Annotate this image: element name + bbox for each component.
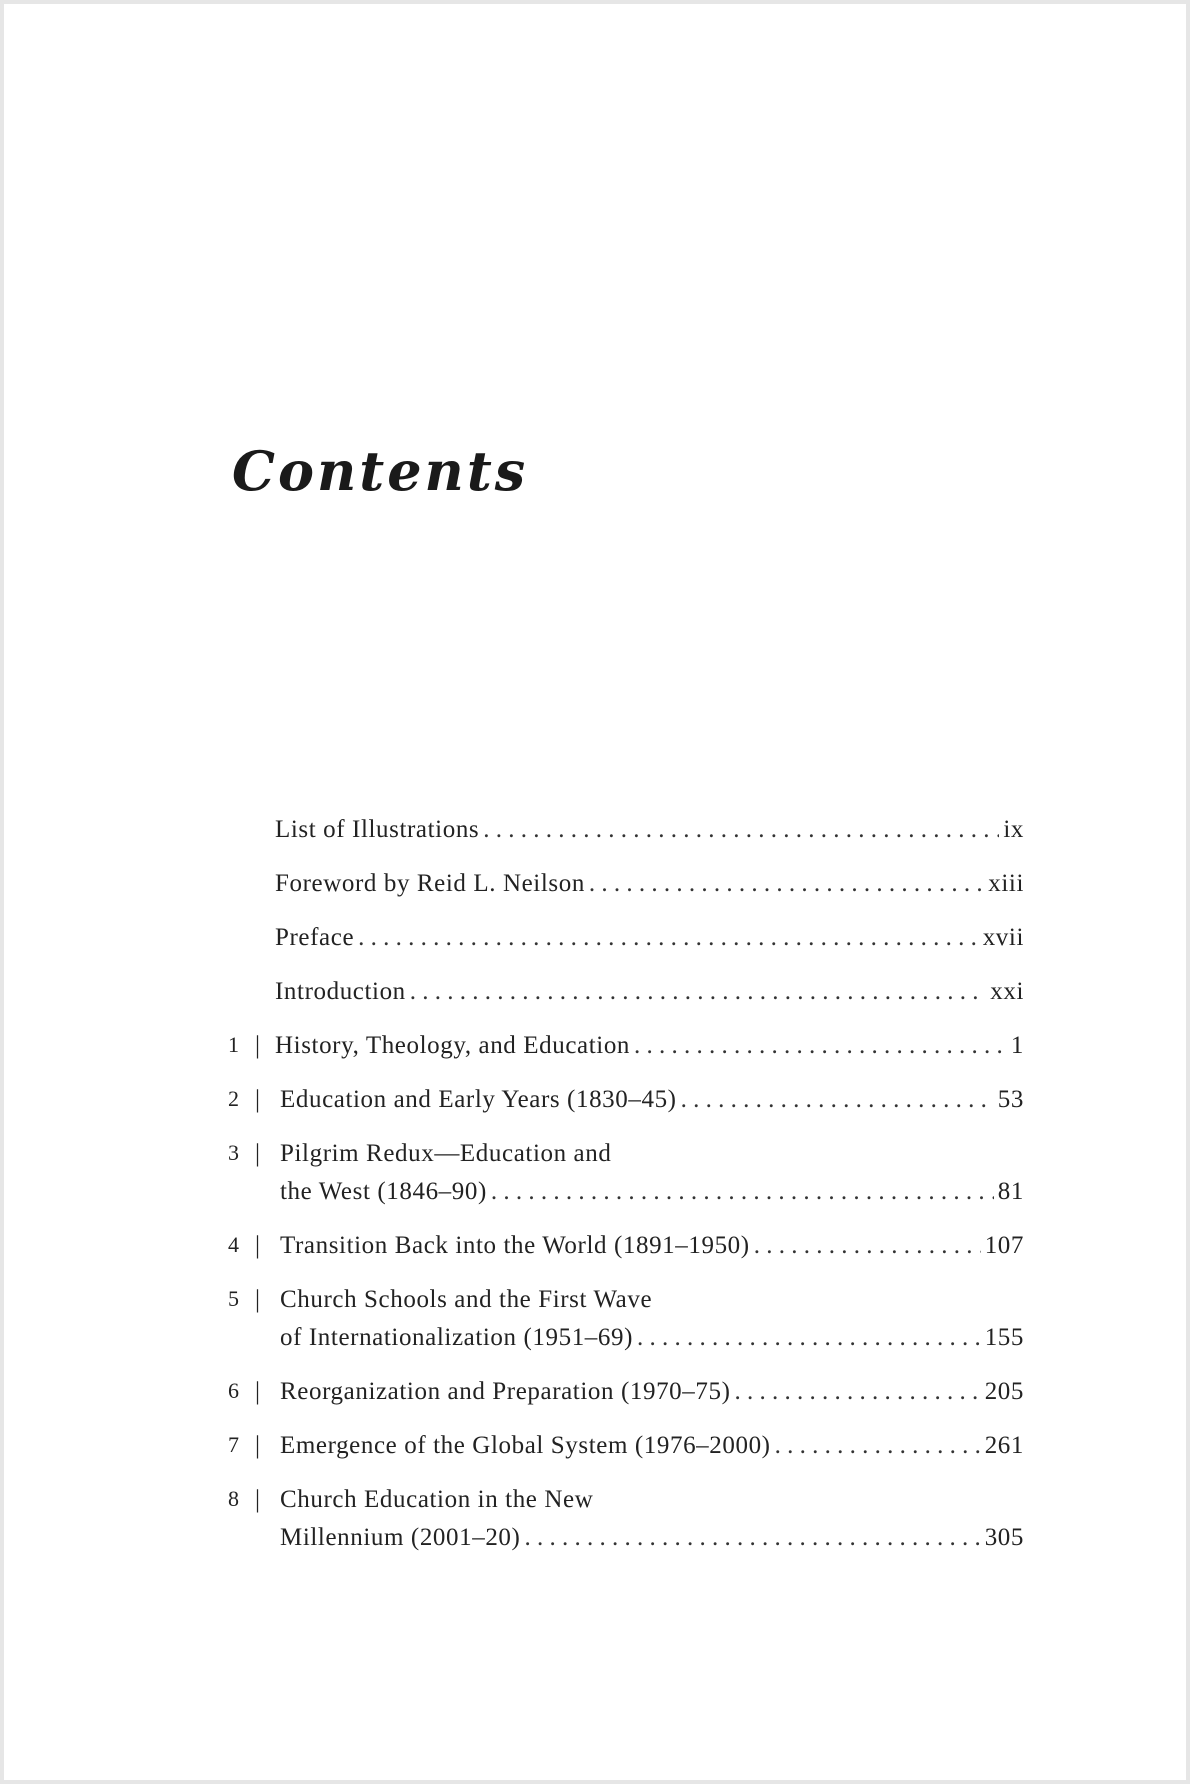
toc-entry-label: History, Theology, and Education	[275, 1032, 631, 1059]
page-title: Contents	[232, 439, 529, 503]
chapter-number: 8	[228, 1486, 240, 1511]
toc-entry-page: 81	[997, 1178, 1024, 1205]
chapter-number: 3	[228, 1140, 240, 1165]
toc-entry-chapter-4[interactable]	[4, 1232, 1186, 1272]
dot-leader	[589, 870, 984, 898]
dot-leader	[358, 924, 979, 952]
chapter-separator: |	[255, 1286, 261, 1313]
toc-entry-label-continued: the West (1846–90)	[280, 1178, 487, 1205]
toc-entry-page: xxi	[990, 978, 1024, 1005]
dot-leader	[483, 816, 999, 844]
toc-entry-label: Church Schools and the First Wave	[280, 1286, 653, 1313]
toc-entry-list-of-illustrations[interactable]	[4, 816, 1186, 856]
dot-leader	[634, 1032, 1007, 1060]
toc-entry-page: 155	[984, 1324, 1024, 1351]
dot-leader	[735, 1378, 981, 1406]
toc-entry-page: xiii	[988, 870, 1024, 897]
chapter-number: 6	[228, 1378, 240, 1403]
toc-entry-page: 1	[1010, 1032, 1024, 1059]
toc-entry-label: Pilgrim Redux—Education and	[280, 1140, 612, 1167]
toc-entry-label: List of Illustrations	[275, 816, 480, 843]
toc-entry-chapter-7[interactable]	[4, 1432, 1186, 1472]
toc-entry-label: Church Education in the New	[280, 1486, 594, 1513]
dot-leader	[681, 1086, 994, 1114]
book-page	[4, 4, 1186, 1780]
chapter-separator: |	[255, 1378, 261, 1405]
toc-entry-label: Transition Back into the World (1891–1950)	[280, 1232, 750, 1259]
toc-entry-label: Reorganization and Preparation (1970–75)	[280, 1378, 731, 1405]
toc-entry-page: 53	[997, 1086, 1024, 1113]
toc-entry-label: Preface	[275, 924, 355, 951]
toc-entry-page: ix	[1003, 816, 1024, 843]
toc-entry-label-continued: of Internationalization (1951–69)	[280, 1324, 634, 1351]
dot-leader	[775, 1432, 981, 1460]
toc-entry-preface[interactable]	[4, 924, 1186, 964]
dot-leader	[524, 1524, 980, 1552]
chapter-number: 2	[228, 1086, 240, 1111]
dot-leader	[754, 1232, 981, 1260]
toc-entry-page: 205	[984, 1378, 1024, 1405]
toc-entry-label: Introduction	[275, 978, 406, 1005]
toc-entry-page: 107	[984, 1232, 1024, 1259]
chapter-number: 4	[228, 1232, 240, 1257]
toc-entry-label: Education and Early Years (1830–45)	[280, 1086, 677, 1113]
chapter-separator: |	[255, 1140, 261, 1167]
chapter-separator: |	[255, 1486, 261, 1513]
chapter-separator: |	[255, 1432, 261, 1459]
toc-entry-chapter-2[interactable]	[4, 1086, 1186, 1126]
chapter-separator: |	[255, 1232, 261, 1259]
toc-entry-page: xvii	[982, 924, 1024, 951]
chapter-number: 7	[228, 1432, 240, 1457]
toc-entry-chapter-1[interactable]	[4, 1032, 1186, 1072]
dot-leader	[637, 1324, 981, 1352]
toc-entry-label-continued: Millennium (2001–20)	[280, 1524, 521, 1551]
toc-entry-label: Emergence of the Global System (1976–2000)	[280, 1432, 771, 1459]
chapter-separator: |	[255, 1032, 261, 1059]
chapter-number: 5	[228, 1286, 240, 1311]
toc-entry-page: 261	[984, 1432, 1024, 1459]
toc-entry-foreword[interactable]	[4, 870, 1186, 910]
toc-entry-chapter-5[interactable]	[4, 1286, 1186, 1351]
toc-entry-chapter-8[interactable]	[4, 1486, 1186, 1551]
toc-entry-chapter-3[interactable]	[4, 1140, 1186, 1205]
toc-entry-introduction[interactable]	[4, 978, 1186, 1018]
toc-entry-label: Foreword by Reid L. Neilson	[275, 870, 585, 897]
toc-entry-page: 305	[984, 1524, 1024, 1551]
chapter-number: 1	[228, 1032, 240, 1057]
chapter-separator: |	[255, 1086, 261, 1113]
dot-leader	[491, 1178, 994, 1206]
toc-entry-chapter-6[interactable]	[4, 1378, 1186, 1418]
dot-leader	[410, 978, 986, 1006]
